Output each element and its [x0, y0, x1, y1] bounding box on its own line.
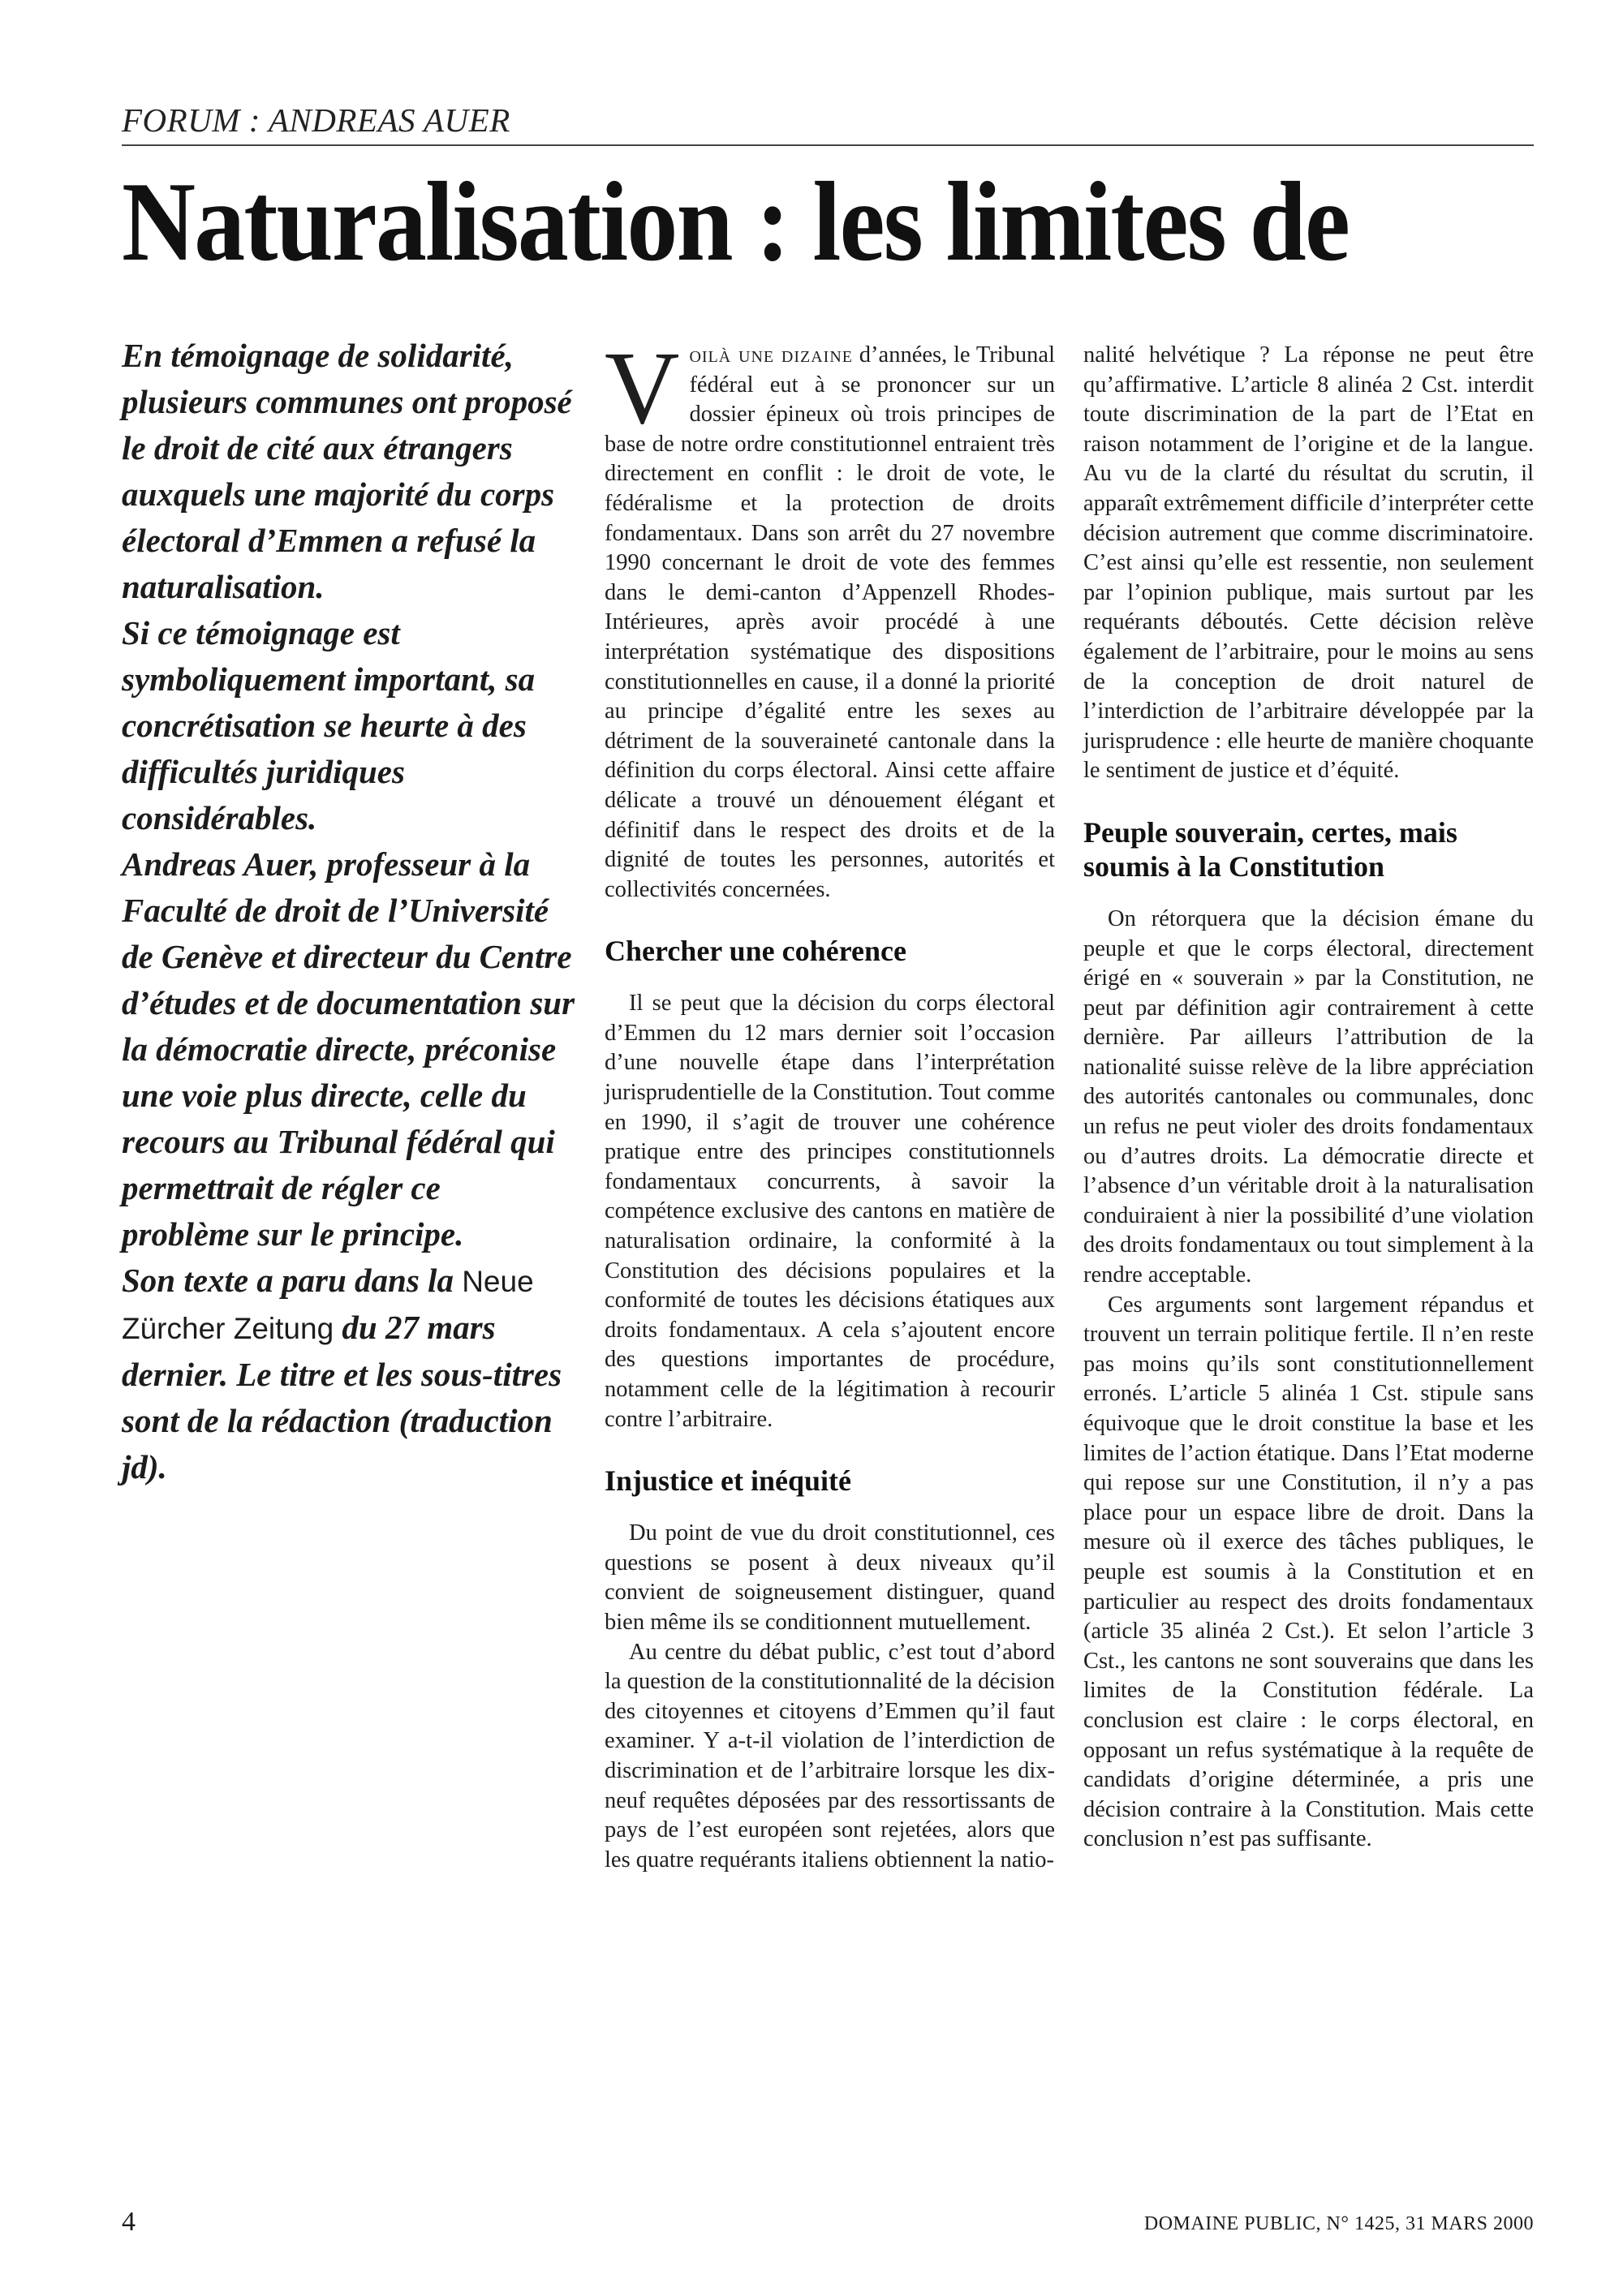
subheading: Injustice et inéquité	[605, 1464, 851, 1498]
article-paragraph: On rétorquera que la décision émane du peuple et que le corps électoral, directement érigé en « souverain » par la Constitution, ne peut par définition agir contrairement à cette dernière. Par ailleurs l’attribution de la nationalité suisse relève de la libre appréciation des autorités cantonales ou communales, donc un refus ne peut violer des droits fondamentaux ou d’autres droits. La démocratie directe et l’absence d’un véritable droit à la naturalisation conduiraient à nier la possibilité d’une violation des droits fondamentaux ou tout simplement à la rendre acceptable.	[1083, 905, 1534, 1288]
article-text: d’années, le Tribunal fédéral eut à se prononcer sur un dossier épineux où trois principes de base de notre ordre constitutionnel entraient très directement en conflit : le droit de vote, le fédéralisme et la protection de droits fondamentaux. Dans son arrêt du 27 novembre 1990 concernant le droit de vote des femmes dans le demi-canton d’Appenzell Rhodes-Intérieures, après avoir procédé à une interprétation systématique des dispositions constitutionnelles en cause, il a donné la priorité au principe d’égalité entre les sexes au détriment de la souveraineté cantonale dans la définition du corps électoral. Ainsi cette affaire délicate a trouvé un dénouement élégant et définitif dans le respect des droits et de la dignité de toutes les personnes, autorités et collectivités concernées.	[605, 342, 1056, 902]
article-paragraph: Du point de vue du droit constitutionnel, ces questions se posent à deux niveaux qu’il convient de soigneusement distinguer, quand bien même ils se conditionnent mutuellement.	[605, 1520, 1055, 1635]
intro-text: Son texte a paru dans la	[122, 1262, 454, 1299]
article-headline: Naturalisation : les limites de	[122, 159, 1350, 285]
article-column-right	[1083, 341, 1534, 1855]
subheading: Chercher une cohérence	[605, 935, 906, 968]
intro-paragraph	[122, 1258, 576, 1490]
section-kicker: FORUM : ANDREAS AUER	[122, 101, 510, 139]
lead-smallcaps: oilà une dizaine	[689, 342, 853, 368]
subheading: Peuple souverain, certes, mais soumis à la Constitution	[1083, 815, 1457, 883]
article-paragraph: nalité helvétique ? La réponse ne peut être qu’affirmative. L’article 8 alinéa 2 Cst. interdit toute discrimination de la part de l’Etat en raison notamment de l’origine et de la langue. Au vu de la clarté du résultat du scrutin, il apparaît extrêmement difficile d’interpréter cette décision autrement que comme discriminatoire. C’est ainsi qu’elle est ressentie, non seulement par l’opinion publique, mais surtout par les requérants déboutés. Cette décision relève également de l’arbitraire, pour le moins au sens de la conception de droit naturel de l’interdiction de l’arbitraire développée par la jurisprudence : elle heurte de manière choquante le sentiment de justice et d’équité.	[1083, 342, 1534, 784]
intro-text: du 27 mars dernier. Le titre et les sous-titres sont de la rédaction (traduction jd).	[122, 1309, 562, 1486]
intro-column	[122, 333, 576, 1490]
journal-name: Neue Zürcher Zeitung	[122, 1265, 534, 1345]
publication-footer: DOMAINE PUBLIC, N° 1425, 31 MARS 2000	[1143, 2213, 1534, 2234]
intro-paragraph: En témoignage de solidarité, plusieurs communes ont proposé le droit de cité aux étrangers auxquels une majorité du corps électoral d’Emmen a refusé la naturalisation.	[122, 337, 572, 605]
page-number: 4	[122, 2207, 136, 2237]
article-paragraph	[605, 330, 1056, 905]
drop-cap: V	[605, 330, 680, 445]
intro-paragraph: Si ce témoignage est symboliquement important, sa concrétisation se heurte à des difficultés juridiques considérables.	[122, 614, 536, 836]
article-paragraph: Ces arguments sont largement répandus et trouvent un terrain politique fertile. Il n’en reste pas moins qu’ils sont constitutionnellement erronés. L’article 5 alinéa 1 Cst. stipule sans équivoque que le droit constitue la base et les limites de l’action étatique. Dans l’Etat moderne qui repose sur une Constitution, il n’y a pas place pour un espace libre de droit. Dans la mesure où il exerce des tâches publiques, le peuple est soumis à la Constitution et en particulier au respect des droits fondamentaux (article 35 alinéa 2 Cst.). Et selon l’article 3 Cst., les cantons ne sont souverains que dans les limites de la Constitution fédérale. La conclusion est claire : le corps électoral, en opposant un refus systématique à la requête de candidats d’origine déterminée, a pris une décision contraire à la Constitution. Mais cette conclusion n’est pas suffisante.	[1083, 1292, 1534, 1852]
article-column-middle	[605, 330, 1056, 1875]
header-rule	[122, 144, 1534, 146]
article-paragraph: Au centre du débat public, c’est tout d’abord la question de la constitutionnalité de la décision des citoyennes et citoyens d’Emmen qu’il faut examiner. Y a-t-il violation de l’interdiction de discrimination et de l’arbitraire lorsque les dix-neuf requêtes déposées par des ressortissants de pays de l’est européen sont rejetées, alors que les quatre requérants italiens obtiennent la natio-	[605, 1639, 1055, 1872]
intro-paragraph: Andreas Auer, professeur à la Faculté de droit de l’Université de Genève et directeur du Centre d’études et de documentation sur la démocratie directe, préconise une voie plus directe, celle du recours au Tribunal fédéral qui permettrait de régler ce problème sur le principe.	[122, 845, 575, 1253]
article-paragraph: Il se peut que la décision du corps électoral d’Emmen du 12 mars dernier soit l’occasion d’une nouvelle étape dans l’interprétation jurisprudentielle de la Constitution. Tout comme en 1990, il s’agit de trouver une cohérence pratique entre des principes constitutionnels fondamentaux concurrents, à savoir la compétence exclusive des cantons en matière de naturalisation ordinaire, la conformité à la Constitution des décisions populaires et la conformité de toutes les décisions étatiques aux droits fondamentaux. A cela s’ajoutent encore des questions importantes de procédure, notamment celle de la légitimation à recourir contre l’arbitraire.	[605, 991, 1055, 1432]
